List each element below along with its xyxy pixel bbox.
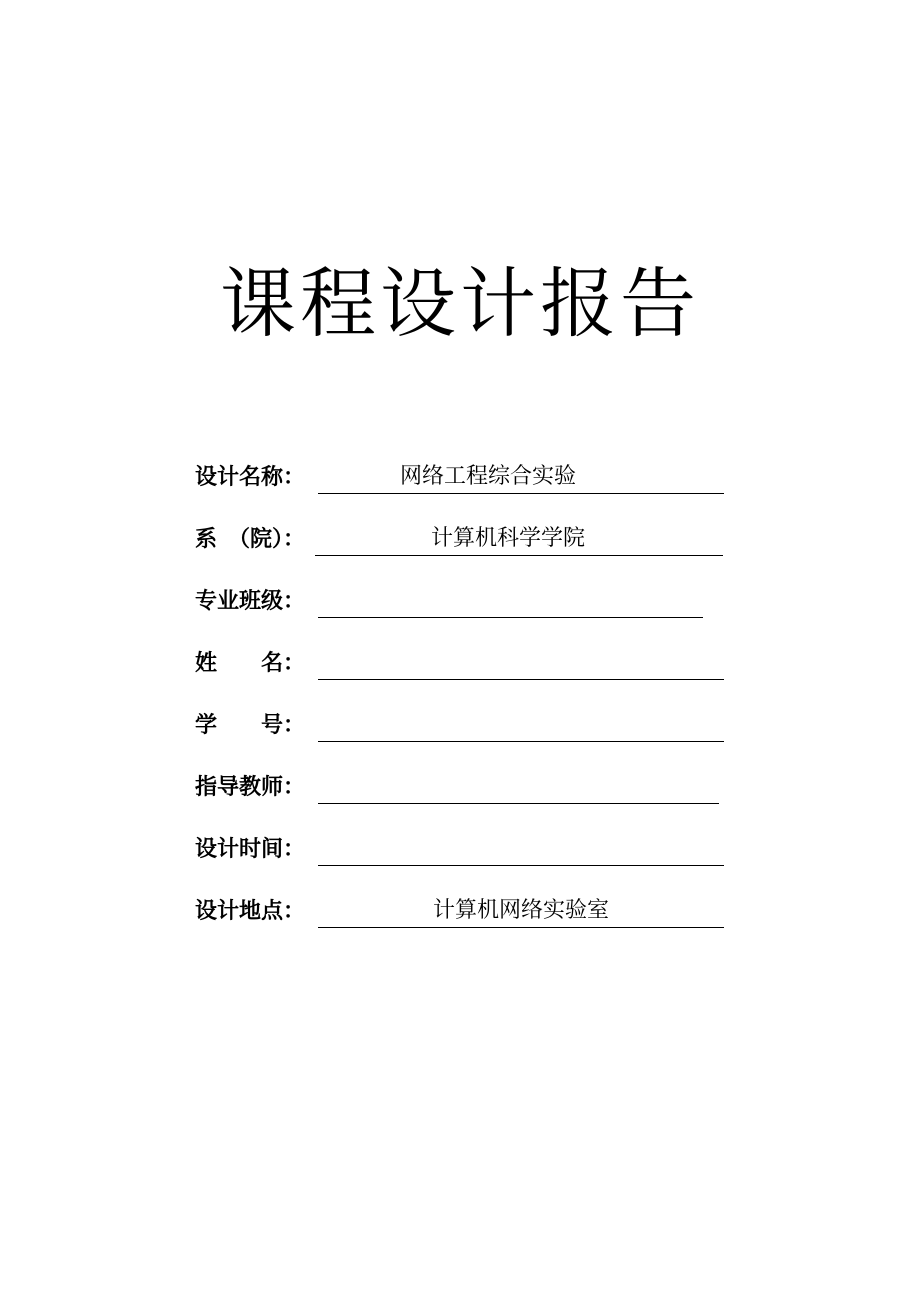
- field-value: 网络工程综合实验: [399, 464, 576, 489]
- field-value: [318, 646, 724, 680]
- field-value: [318, 584, 703, 618]
- field-value: [318, 770, 719, 804]
- field-value: 计算机网络实验室: [432, 898, 609, 923]
- field-label: 系 （院）：: [195, 527, 306, 552]
- field-value: [318, 832, 724, 866]
- page-title: 课程设计报告: [220, 258, 700, 348]
- field-label: 设计时间：: [195, 837, 306, 862]
- field-value: 计算机科学学院: [430, 526, 585, 551]
- field-label: 专业班级：: [195, 589, 306, 614]
- field-label: 姓 名：: [195, 651, 306, 676]
- field-label: 设计地点：: [195, 899, 306, 924]
- field-label: 指导教师：: [195, 775, 306, 800]
- field-label: 设计名称：: [195, 465, 306, 490]
- field-value: [318, 708, 724, 742]
- field-label: 学 号：: [195, 713, 306, 738]
